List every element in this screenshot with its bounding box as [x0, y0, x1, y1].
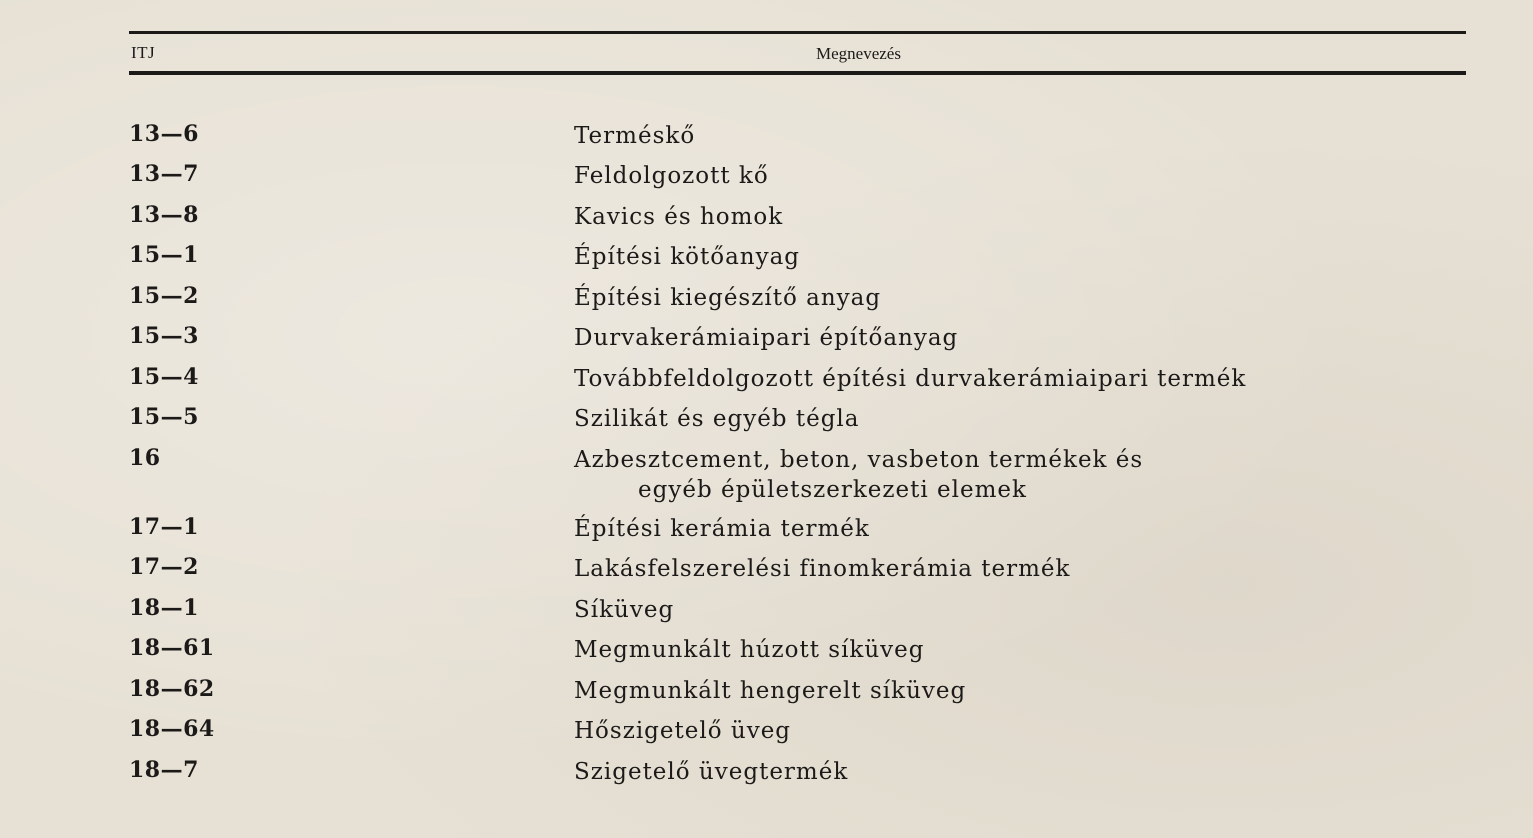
item-code: 18—62 [129, 676, 215, 702]
item-name: Építési kerámia termék [574, 516, 870, 542]
item-code: 18—61 [129, 635, 215, 661]
item-code: 16 [129, 445, 161, 471]
item-name: Kavics és homok [574, 204, 784, 230]
item-name: Szilikát és egyéb tégla [574, 406, 860, 432]
item-code: 13—6 [129, 121, 199, 147]
item-code: 17—2 [129, 554, 199, 580]
item-code: 18—1 [129, 595, 199, 621]
item-name: Síküveg [574, 597, 675, 623]
item-name-line2: egyéb épületszerkezeti elemek [638, 477, 1027, 503]
item-name-line1: Azbesztcement, beton, vasbeton termékek és [574, 447, 1144, 473]
table-row [0, 121, 1533, 161]
table-row [0, 242, 1533, 282]
item-code: 15—1 [129, 242, 199, 268]
item-code: 18—7 [129, 757, 199, 783]
table-row [0, 554, 1533, 594]
table-row [0, 757, 1533, 797]
item-code: 17—1 [129, 514, 199, 540]
table-row [0, 514, 1533, 554]
table-row [0, 161, 1533, 201]
item-name: Megmunkált hengerelt síküveg [574, 678, 967, 704]
item-name: Továbbfeldolgozott építési durvakerámiaipari termék [574, 366, 1247, 392]
item-name: Építési kötőanyag [574, 244, 801, 270]
column-header-code: ITJ [131, 43, 156, 62]
item-name: Lakásfelszerelési finomkerámia termék [574, 556, 1071, 582]
table-row [0, 635, 1533, 675]
header-top-rule [129, 31, 1466, 34]
item-name [574, 445, 1143, 505]
table-row [0, 595, 1533, 635]
item-code: 15—3 [129, 323, 199, 349]
table-row [0, 202, 1533, 242]
item-name: Terméskő [574, 123, 696, 149]
table-row [0, 323, 1533, 363]
item-code: 13—8 [129, 202, 199, 228]
item-name: Szigetelő üvegtermék [574, 759, 849, 785]
item-name: Durvakerámiaipari építőanyag [574, 325, 959, 351]
table-row [0, 676, 1533, 716]
table-row [0, 445, 1533, 507]
item-code: 15—5 [129, 404, 199, 430]
item-name: Építési kiegészítő anyag [574, 285, 882, 311]
header-bottom-rule [129, 71, 1466, 75]
item-code: 18—64 [129, 716, 215, 742]
item-code: 13—7 [129, 161, 199, 187]
item-name: Megmunkált húzott síküveg [574, 637, 925, 663]
table-row [0, 716, 1533, 756]
table-row [0, 283, 1533, 323]
column-header-name: Megnevezés [816, 44, 901, 63]
table-row [0, 364, 1533, 404]
item-name: Feldolgozott kő [574, 163, 769, 189]
table-row [0, 404, 1533, 444]
item-code: 15—2 [129, 283, 199, 309]
item-name: Hőszigetelő üveg [574, 718, 792, 744]
item-code: 15—4 [129, 364, 199, 390]
